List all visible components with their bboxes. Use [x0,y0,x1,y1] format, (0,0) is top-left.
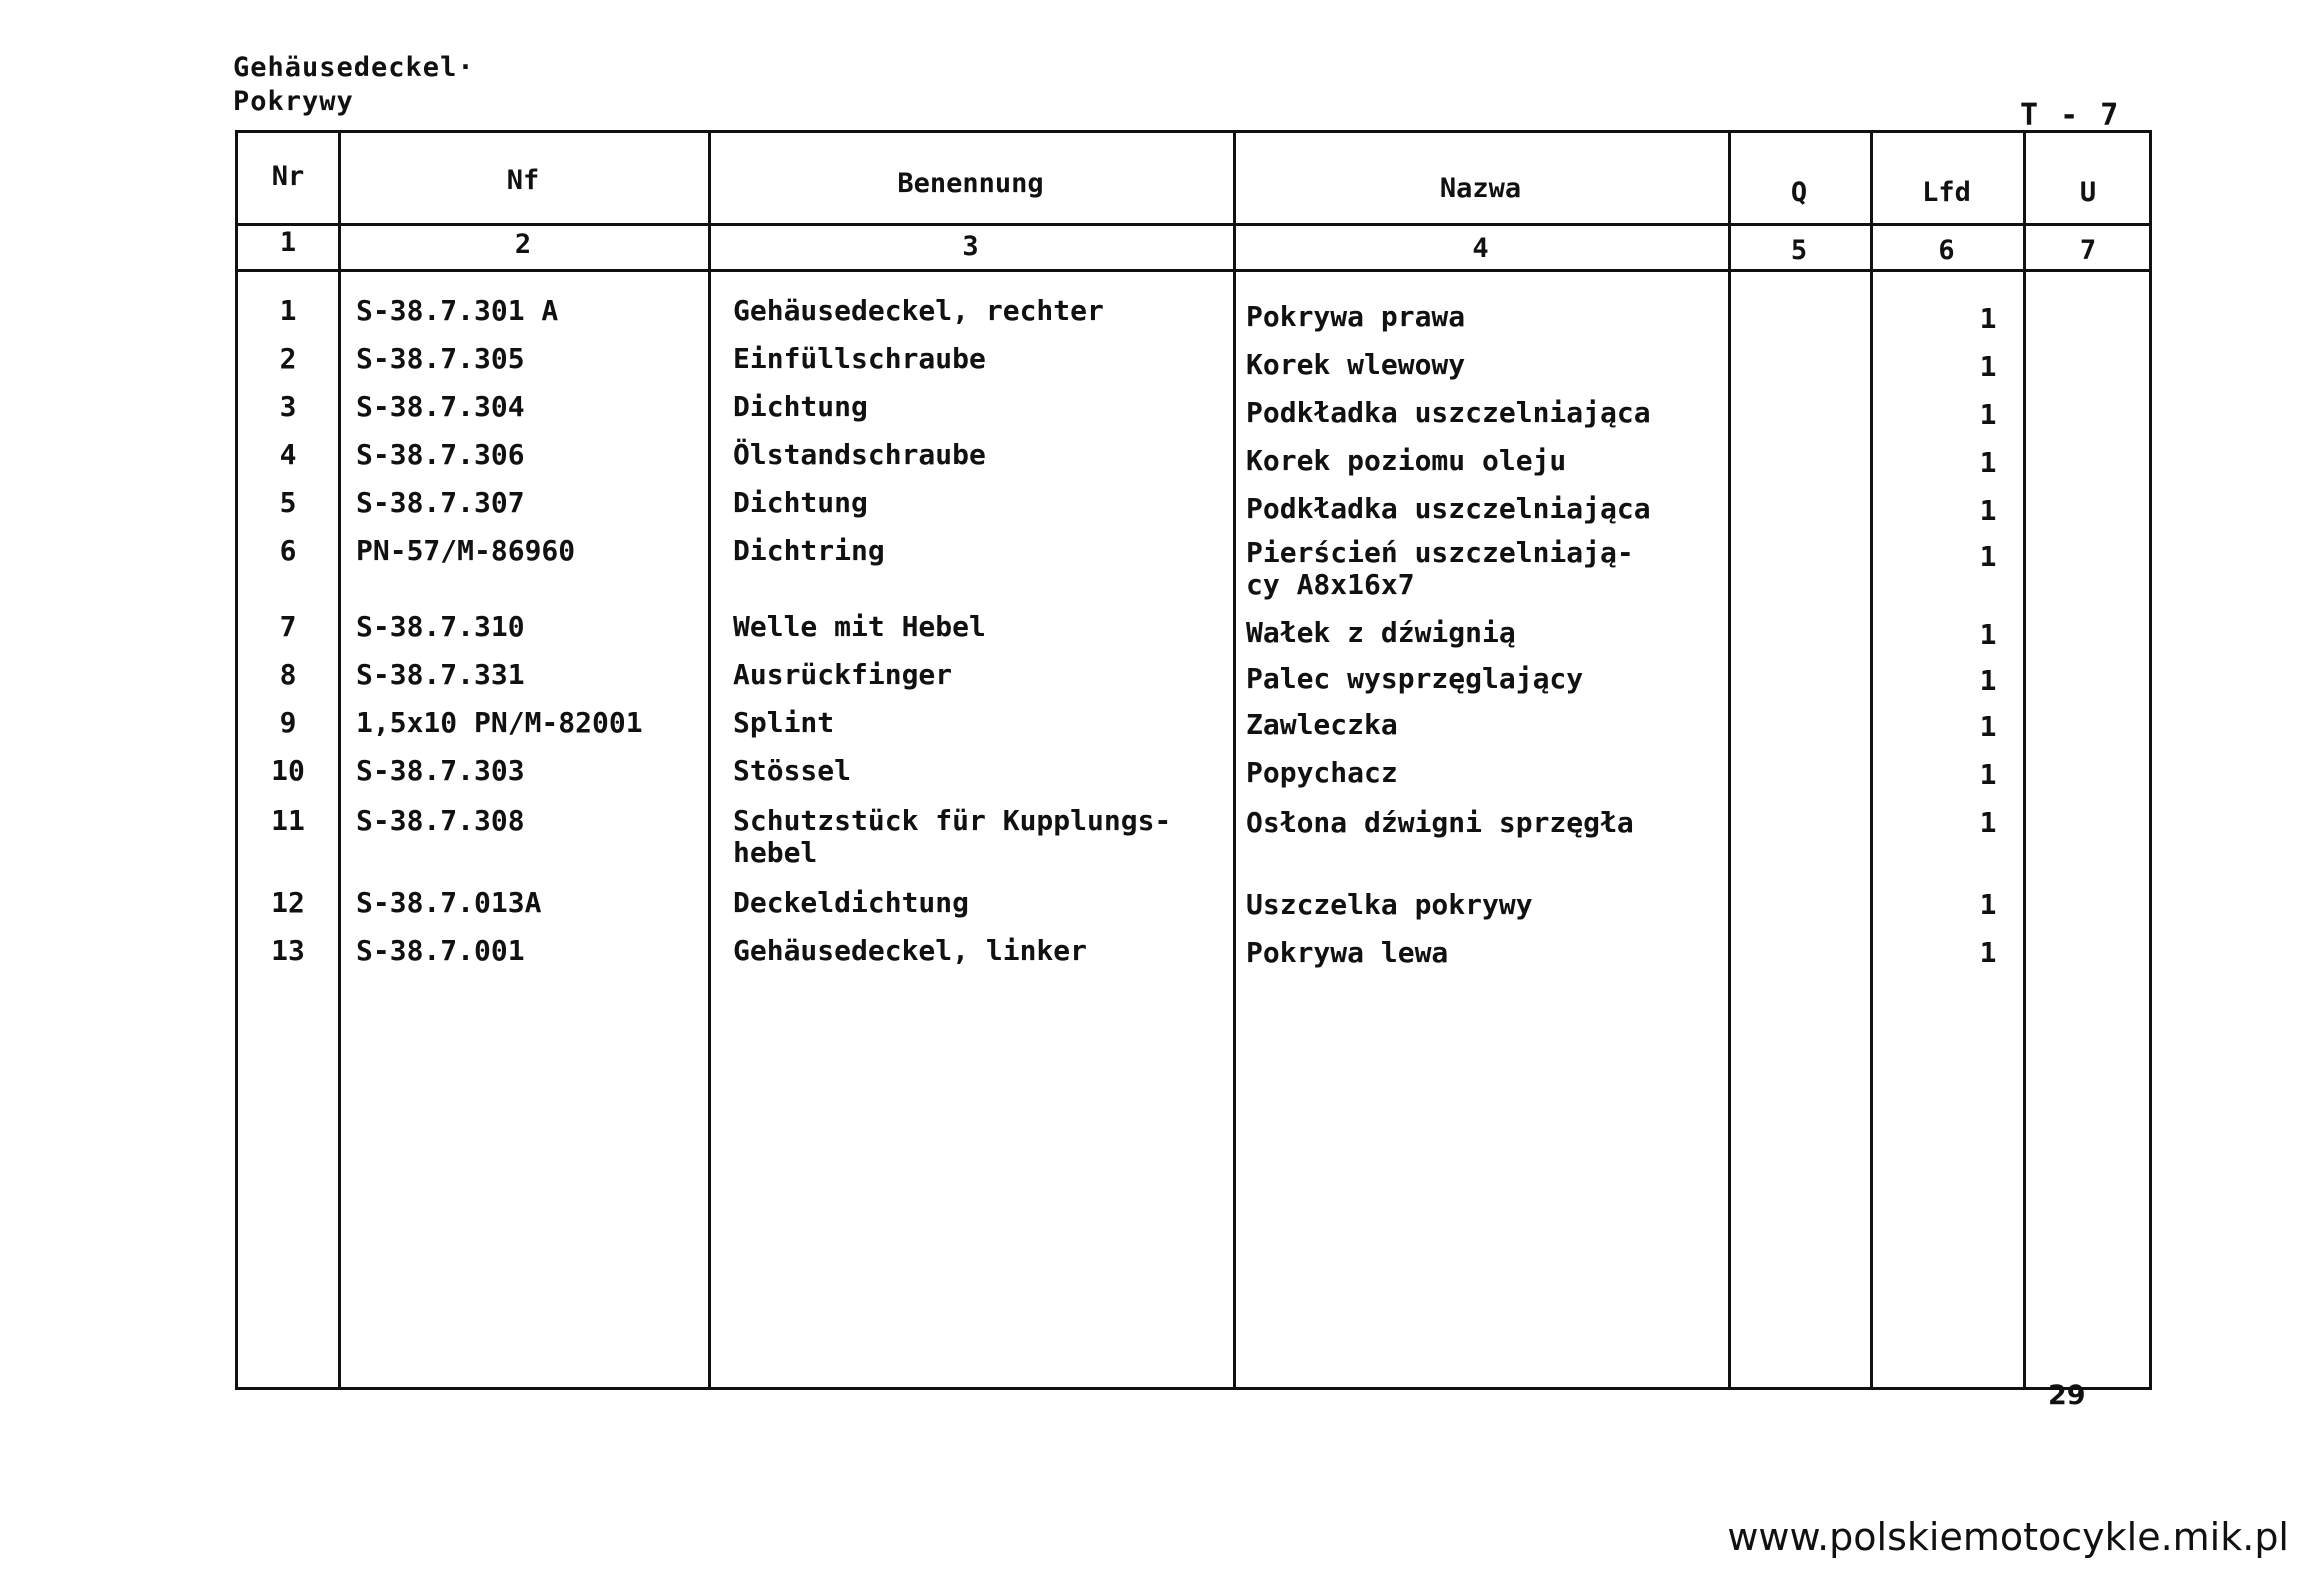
header-q: Q [1790,177,1808,208]
watermark: www.polskiemotocykle.mik.pl [1727,1515,2289,1559]
cell-benennung: Gehäusedeckel, linker [733,934,1088,967]
cell-nazwa: Wałek z dźwignią [1246,616,1516,649]
cell-nazwa: Palec wysprzęglający [1246,662,1584,695]
cell-benennung: Deckeldichtung [733,886,970,919]
cell-nf: S-38.7.305 [356,342,525,375]
cell-nazwa: Podkładka uszczelniająca [1246,492,1651,525]
column-number: 3 [962,231,979,262]
title-de: Gehäusedeckel· [233,52,475,83]
cell-nazwa: Popychacz [1246,756,1398,789]
cell-nf: S-38.7.001 [356,934,525,967]
cell-nr: 13 [271,934,305,967]
cell-nf: S-38.7.301 A [356,294,559,327]
cell-nr: 8 [279,658,297,691]
cell-nr: 3 [279,390,297,423]
cell-nazwa: Osłona dźwigni sprzęgła [1246,806,1634,839]
cell-benennung: Splint [733,706,835,739]
cell-nazwa: Zawleczka [1246,708,1398,741]
header-nf: Nf [506,165,540,196]
cell-nazwa: Korek wlewowy [1246,348,1466,381]
cell-q: 1 [1979,446,1997,479]
cell-q: 1 [1979,806,1997,839]
cell-benennung: Welle mit Hebel [733,610,986,643]
cell-q: 1 [1979,936,1997,969]
page-number: 29 [2048,1380,2086,1411]
cell-q: 1 [1979,540,1997,573]
header-u: U [2079,177,2097,208]
cell-nazwa: Pokrywa prawa [1246,300,1466,333]
cell-q: 1 [1979,618,1997,651]
cell-benennung: Stössel [733,754,852,787]
cell-q: 1 [1979,664,1997,697]
cell-q: 1 [1979,350,1997,383]
header-lfd: Lfd [1922,177,1971,208]
cell-nr: 2 [279,342,297,375]
cell-nf: S-38.7.331 [356,658,525,691]
header-nr: Nr [271,161,305,192]
column-number: 7 [2079,235,2097,266]
cell-nf: S-38.7.307 [356,486,525,519]
cell-q: 1 [1979,888,1997,921]
cell-nf: S-38.7.303 [356,754,525,787]
cell-nazwa: Podkładka uszczelniająca [1246,396,1651,429]
cell-nr: 5 [279,486,297,519]
cell-nr: 11 [271,804,305,837]
cell-nr: 10 [271,754,305,787]
column-number: 5 [1790,235,1808,266]
cell-nf: S-38.7.304 [356,390,525,423]
cell-q: 1 [1979,494,1997,527]
cell-nf: S-38.7.308 [356,804,525,837]
cell-nazwa: Pokrywa lewa [1246,936,1449,969]
cell-nr: 12 [271,886,305,919]
title-pl: Pokrywy [233,86,354,117]
cell-benennung: Gehäusedeckel, rechter [733,294,1104,327]
cell-nf: 1,5x10 PN/M-82001 [356,706,643,739]
cell-q: 1 [1979,398,1997,431]
cell-nr: 7 [279,610,297,643]
column-number-divider [238,269,2149,272]
cell-benennung: Schutzstück für Kupplungs- hebel [733,804,1172,869]
column-number: 4 [1472,233,1489,264]
cell-nazwa: Pierścień uszczelniają- cy A8x16x7 [1246,536,1634,601]
cell-q: 1 [1979,710,1997,743]
cell-nr: 6 [279,534,297,567]
header-nazwa: Nazwa [1439,173,1522,204]
parts-table [235,130,2152,1390]
cell-benennung: Ausrückfinger [733,658,953,691]
column-number: 1 [279,227,297,258]
cell-benennung: Dichtung [733,390,868,423]
cell-nf: S-38.7.013A [356,886,542,919]
header-divider [238,223,2149,226]
cell-q: 1 [1979,758,1997,791]
cell-nazwa: Uszczelka pokrywy [1246,888,1533,921]
cell-nazwa: Korek poziomu oleju [1246,444,1567,477]
column-divider [1870,133,1873,1387]
cell-nr: 1 [279,294,297,327]
cell-nr: 4 [279,438,297,471]
cell-nr: 9 [279,706,297,739]
cell-nf: S-38.7.310 [356,610,525,643]
column-divider [338,133,341,1387]
cell-benennung: Ölstandschraube [733,438,986,471]
cell-benennung: Dichtung [733,486,868,519]
column-number: 6 [1938,235,1955,266]
table-code: T - 7 [2020,98,2121,133]
cell-nf: S-38.7.306 [356,438,525,471]
cell-nf: PN-57/M-86960 [356,534,576,567]
column-divider [2023,133,2026,1387]
header-benennung: Benennung [897,168,1044,199]
cell-q: 1 [1979,302,1997,335]
cell-benennung: Einfüllschraube [733,342,986,375]
cell-benennung: Dichtring [733,534,885,567]
column-number: 2 [514,229,532,260]
